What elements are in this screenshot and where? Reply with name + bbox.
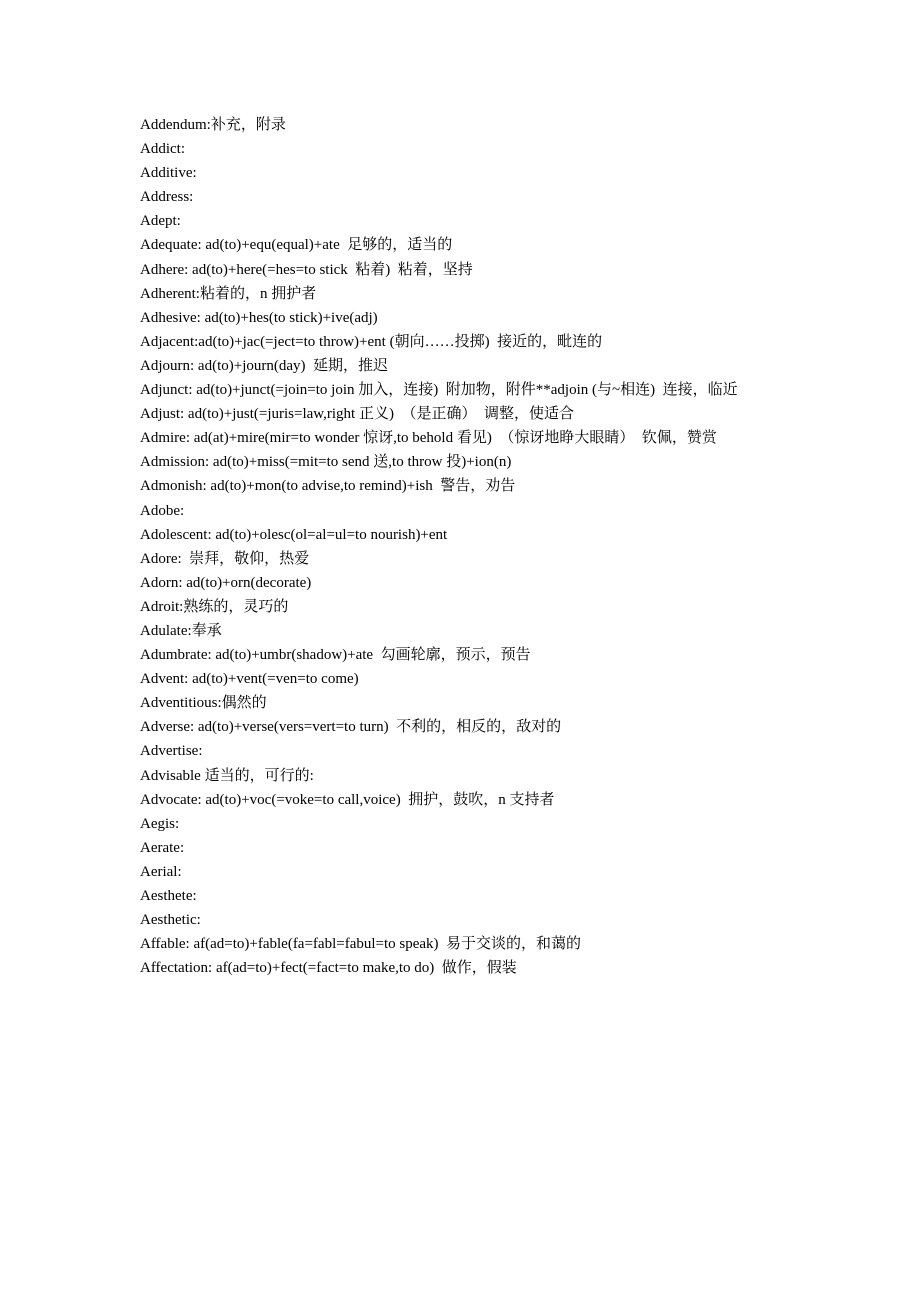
entry-line: Adjacent:ad(to)+jac(=ject=to throw)+ent (朝向……投掷) 接近的，毗连的 (140, 333, 603, 350)
entry-line: Admonish: ad(to)+mon(to advise,to remind)+ish 警告，劝告 (140, 478, 516, 495)
entry-line: Adore: 崇拜，敬仰，热爱 (140, 550, 310, 567)
entry-line: Admire: ad(at)+mire(mir=to wonder 惊讶,to behold 看见) （惊讶地睁大眼睛） 钦佩，赞赏 (140, 430, 717, 447)
entry-line: Adherent:粘着的，n 拥护者 (140, 285, 317, 302)
entry-line: Adjourn: ad(to)+journ(day) 延期，推迟 (140, 357, 388, 374)
document-body (140, 113, 800, 980)
entry-line: Addendum:补充，附录 (140, 117, 286, 133)
entry-line: Affectation: af(ad=to)+fect(=fact=to make,to do) 做作，假装 (140, 960, 517, 977)
entry-line: Advocate: ad(to)+voc(=voke=to call,voice) 拥护，鼓吹，n 支持者 (140, 791, 555, 808)
entry-line: Advent: ad(to)+vent(=ven=to come) (140, 671, 359, 688)
entry-line: Adept: (140, 213, 181, 230)
entry-line: Aesthetic: (140, 912, 201, 929)
entry-line: Adventitious:偶然的 (140, 695, 267, 712)
entry-line: Aerial: (140, 863, 182, 880)
entry-line: Adolescent: ad(to)+olesc(ol=al=ul=to nourish)+ent (140, 526, 448, 543)
entry-line: Adhesive: ad(to)+hes(to stick)+ive(adj) (140, 309, 378, 326)
entry-line: Adjust: ad(to)+just(=juris=law,right 正义) （是正确） 调整，使适合 (140, 406, 574, 423)
entry-line: Address: (140, 189, 194, 206)
entry-line: Affable: af(ad=to)+fable(fa=fabl=fabul=to speak) 易于交谈的，和蔼的 (140, 936, 582, 953)
entry-line: Adumbrate: ad(to)+umbr(shadow)+ate 勾画轮廓，预示，预告 (140, 647, 531, 664)
entry-line: Adulate:奉承 (140, 622, 222, 639)
entry-line: Adroit:熟练的，灵巧的 (140, 598, 289, 615)
entry-line: Adjunct: ad(to)+junct(=join=to join 加入，连接) 附加物，附件**adjoin (与~相连) 连接，临近 (140, 382, 738, 399)
entry-line: Addict: (140, 141, 185, 158)
entry-line: Aesthete: (140, 888, 197, 904)
entry-line: Aegis: (140, 815, 180, 832)
entry-line: Adobe: (140, 502, 185, 519)
entry-line: Aerate: (140, 839, 185, 856)
entry-line: Adverse: ad(to)+verse(vers=vert=to turn) 不利的，相反的，敌对的 (140, 719, 562, 736)
entry-line: Adorn: ad(to)+orn(decorate) (140, 574, 312, 591)
entry-line: Additive: (140, 165, 197, 182)
entry-line: Admission: ad(to)+miss(=mit=to send 送,to throw 投)+ion(n) (140, 454, 512, 471)
entry-line: Adequate: ad(to)+equ(equal)+ate 足够的，适当的 (140, 237, 453, 254)
entry-line: Advertise: (140, 743, 203, 760)
entry-line: Adhere: ad(to)+here(=hes=to stick 粘着) 粘着，坚持 (140, 261, 473, 278)
entry-line: Advisable 适当的，可行的: (140, 767, 314, 784)
